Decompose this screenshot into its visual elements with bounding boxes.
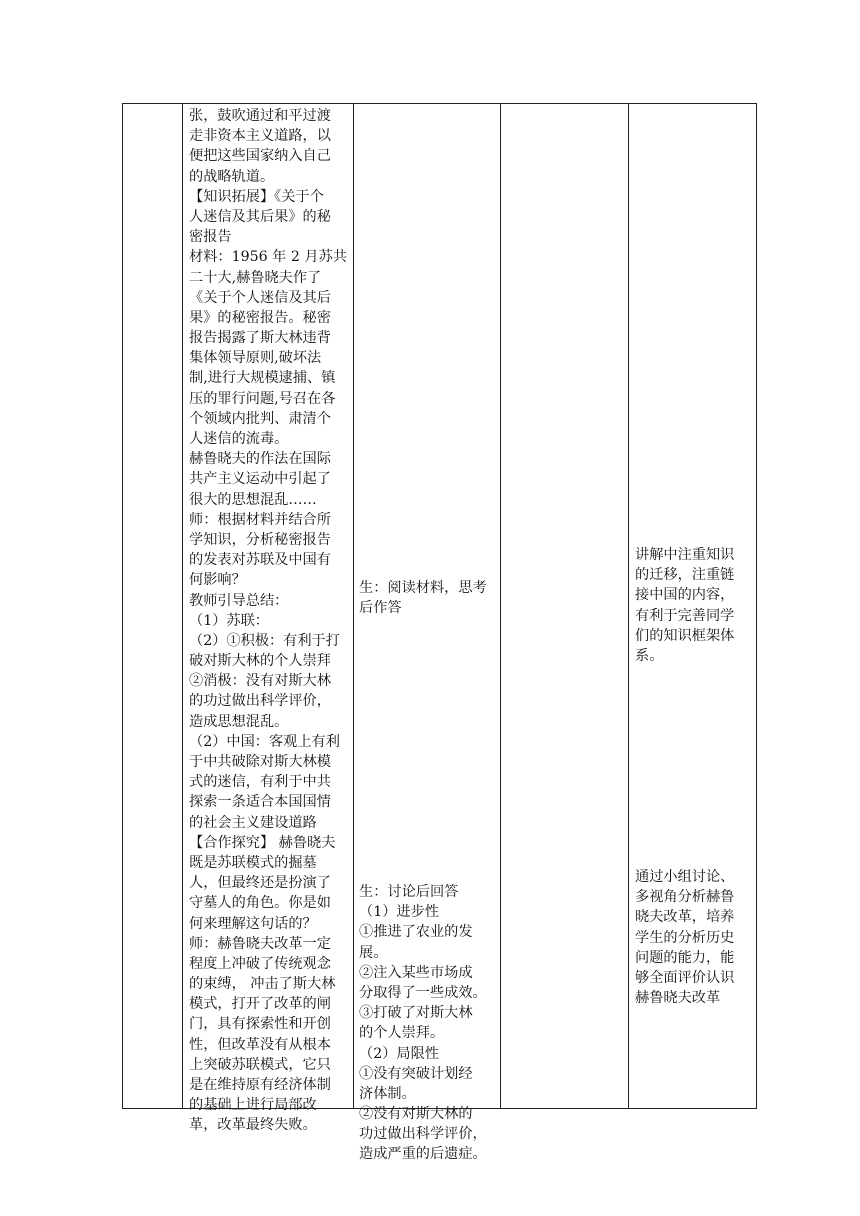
text-line: 讲解中注重知识 xyxy=(635,547,735,563)
text-line: 展。 xyxy=(359,944,388,961)
text-line: 师：根据材料并结合所 xyxy=(189,511,331,528)
text-line: 接中国的内容， xyxy=(635,587,735,604)
text-line: 压的罪行问题,号召在各 xyxy=(189,390,336,407)
lesson-plan-table xyxy=(122,103,757,1163)
text-line: ②没有对斯大林的 xyxy=(359,1106,473,1123)
text-line: 何影响？ xyxy=(189,572,246,589)
text-line: 共产主义运动中引起了 xyxy=(189,471,331,488)
text-line: 的个人崇拜。 xyxy=(359,1025,445,1042)
text-line: 门，具有探索性和开创 xyxy=(189,1016,331,1033)
text-line: ①推进了农业的发 xyxy=(359,924,473,941)
text-line: ②注入某些市场成 xyxy=(359,964,473,981)
text-line: 既是苏联模式的掘墓 xyxy=(189,854,317,871)
text-line: 系。 xyxy=(635,647,664,664)
text-line: 革，改革最终失败。 xyxy=(189,1117,317,1134)
text-line: 通过小组讨论、 xyxy=(635,869,735,885)
text-line: 于中共破除对斯大林模 xyxy=(189,754,331,770)
text-line: 便把这些国家纳入自己 xyxy=(189,148,331,165)
text-line: 晓夫改革，培养 xyxy=(635,909,735,926)
text-line: 分取得了一些成效。 xyxy=(359,984,487,1001)
text-line: ③打破了对斯大林 xyxy=(359,1005,473,1022)
text-line: 造成思想混乱。 xyxy=(189,713,289,730)
text-line: 后作答 xyxy=(359,600,402,617)
text-line: 很大的思想混乱…… xyxy=(189,491,317,508)
text-line: （2）中国：客观上有利 xyxy=(189,733,340,750)
text-line: 张，鼓吹通过和平过渡 xyxy=(189,108,331,124)
text-line: 的迁移，注重链 xyxy=(635,567,735,584)
student-activity-cell xyxy=(354,104,501,1163)
text-line: 个领域内批判、肃清个 xyxy=(189,410,331,427)
design-intent-cell xyxy=(629,104,757,1109)
student-activity-discussion xyxy=(359,882,487,1165)
text-line: 问题的能力，能 xyxy=(635,949,735,966)
text-line: 程度上冲破了传统观念 xyxy=(189,955,331,972)
text-line: 【合作探究】 赫鲁晓夫 xyxy=(189,834,336,851)
text-line: 上突破苏联模式，它只 xyxy=(189,1056,331,1073)
teaching-content-text xyxy=(189,106,347,1136)
text-line: 的功过做出科学评价， xyxy=(189,693,331,710)
text-line: 【知识拓展】《关于个 xyxy=(189,188,324,205)
text-line: 造成严重的后遗症。 xyxy=(359,1146,487,1163)
text-line: 够全面评价认识 xyxy=(635,969,735,986)
text-line: 制,进行大规模逮捕、镇 xyxy=(189,370,336,387)
text-line: 的发表对苏联及中国有 xyxy=(189,552,331,569)
text-line: 师：赫鲁晓夫改革一定 xyxy=(189,935,331,952)
text-line: 材料：1956 年 2 月苏共 xyxy=(189,249,347,266)
empty-cell xyxy=(501,104,629,1109)
text-line: 密报告 xyxy=(189,229,232,246)
text-line: （2）局限性 xyxy=(359,1045,439,1062)
text-line: 性，但改革没有从根本 xyxy=(189,1036,331,1053)
text-line: 生：阅读材料，思考 xyxy=(359,580,487,596)
text-line: 学知识，分析秘密报告 xyxy=(189,531,331,548)
text-line: 学生的分析历史 xyxy=(635,929,735,946)
text-line: 生：讨论后回答 xyxy=(359,884,459,900)
text-line: 的基础上进行局部改 xyxy=(189,1097,317,1114)
text-line: （1）苏联： xyxy=(189,612,269,629)
stage-cell xyxy=(123,104,183,1109)
text-line: 报告揭露了斯大林违背 xyxy=(189,330,331,347)
text-line: 赫鲁晓夫的作法在国际 xyxy=(189,451,331,468)
text-line: 的战略轨道。 xyxy=(189,168,275,185)
text-line: 探索一条适合本国国情 xyxy=(189,794,331,811)
text-line: 赫鲁晓夫改革 xyxy=(635,990,721,1007)
text-line: 人迷信的流毒。 xyxy=(189,431,289,447)
text-line: 人迷信及其后果》的秘 xyxy=(189,208,331,225)
text-line: ①没有突破计划经 xyxy=(359,1065,473,1082)
text-line: 集体领导原则,破坏法 xyxy=(189,350,322,367)
design-intent-knowledge-transfer xyxy=(635,545,734,666)
text-line: 的社会主义建设道路 xyxy=(189,814,317,831)
text-line: 功过做出科学评价， xyxy=(359,1126,487,1143)
text-line: ②消极：没有对斯大林 xyxy=(189,673,331,690)
text-line: 走非资本主义道路，以 xyxy=(189,128,331,145)
text-line: 是在维持原有经济体制 xyxy=(189,1077,331,1093)
text-line: 多视角分析赫鲁 xyxy=(635,889,735,906)
text-line: 守墓人的角色。你是如 xyxy=(189,895,331,912)
text-line: 二十大,赫鲁晓夫作了 xyxy=(189,269,322,286)
text-line: 破对斯大林的个人崇拜 xyxy=(189,653,331,670)
text-line: 果》的秘密报告。秘密 xyxy=(189,309,331,326)
teaching-content-cell xyxy=(183,104,354,1134)
text-line: 模式，打开了改革的闸 xyxy=(189,996,331,1013)
text-line: （1）进步性 xyxy=(359,904,439,921)
text-line: 济体制。 xyxy=(359,1085,416,1102)
text-line: 有利于完善同学 xyxy=(635,607,735,624)
text-line: 人，但最终还是扮演了 xyxy=(189,875,331,892)
text-line: 何来理解这句话的？ xyxy=(189,915,317,932)
text-line: 的束缚， 冲击了斯大林 xyxy=(189,976,336,993)
design-intent-group-discussion xyxy=(635,867,734,1008)
table-row xyxy=(123,104,757,1109)
text-line: 《关于个人迷信及其后 xyxy=(189,289,331,306)
text-line: 式的迷信，有利于中共 xyxy=(189,774,331,791)
text-line: 们的知识框架体 xyxy=(635,627,735,644)
student-activity-reading xyxy=(359,578,487,618)
text-line: （2）①积极：有利于打 xyxy=(189,632,340,649)
text-line: 教师引导总结： xyxy=(189,592,289,609)
